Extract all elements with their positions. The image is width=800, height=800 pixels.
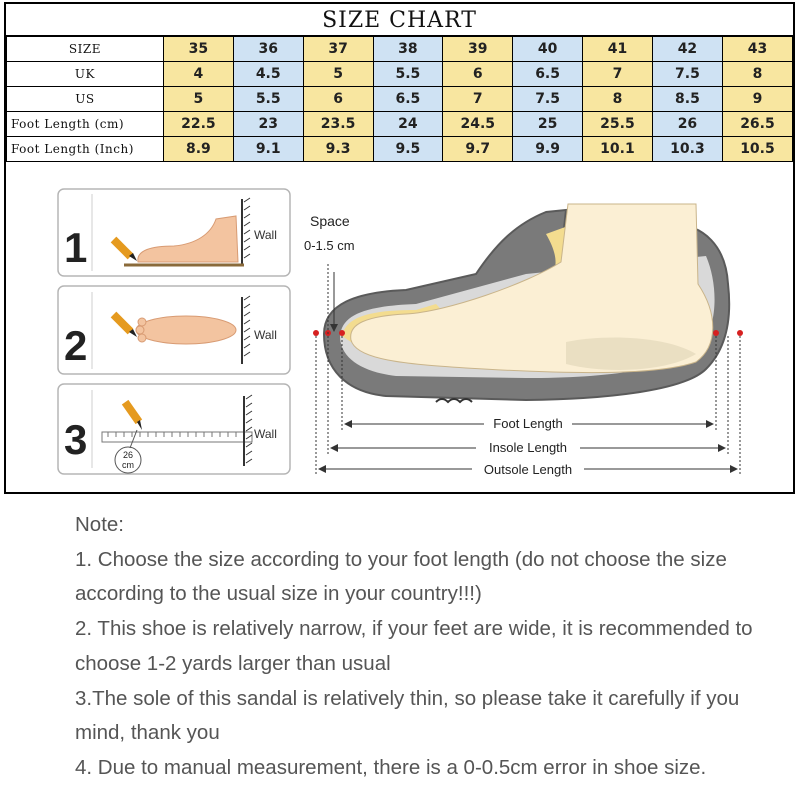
step-3-panel: [58, 384, 290, 474]
table-cell: 6.5: [373, 87, 443, 112]
ruler-unit: cm: [122, 460, 134, 470]
table-cell: 8: [722, 62, 792, 87]
table-cell: 7: [443, 87, 513, 112]
table-cell: 22.5: [163, 112, 233, 137]
table-cell: 10.3: [652, 137, 722, 162]
foot-length-label: Foot Length: [493, 416, 563, 431]
table-cell: 35: [163, 37, 233, 62]
table-cell: 42: [652, 37, 722, 62]
table-cell: 4.5: [233, 62, 303, 87]
table-cell: 6: [303, 87, 373, 112]
insole-length-label: Insole Length: [488, 440, 568, 455]
table-cell: 10.5: [722, 137, 792, 162]
table-row: [7, 137, 793, 162]
table-cell: 39: [443, 37, 513, 62]
step-2-panel: [58, 286, 290, 374]
table-cell: 40: [513, 37, 583, 62]
shoe-diagram: [304, 204, 743, 477]
table-cell: 26: [652, 112, 722, 137]
table-cell: 9.3: [303, 137, 373, 162]
table-cell: 43: [722, 37, 792, 62]
table-cell: 5: [163, 87, 233, 112]
note-1: 1. Choose the size according to your foot length (do not choose the size according to the usual size in your country!!!): [75, 547, 727, 606]
table-cell: 10.1: [582, 137, 652, 162]
space-label: Space: [310, 213, 350, 229]
table-cell: 41: [582, 37, 652, 62]
table-cell: 24.5: [443, 112, 513, 137]
table-cell: 9.9: [513, 137, 583, 162]
notes-heading: Note:: [75, 513, 124, 536]
step-2-wall-label: Wall: [254, 328, 277, 342]
notes-section: [75, 508, 790, 786]
table-cell: 37: [303, 37, 373, 62]
table-cell: 9.5: [373, 137, 443, 162]
size-table: [6, 36, 793, 162]
table-row: [7, 112, 793, 137]
chart-title: SIZE CHART: [6, 4, 793, 36]
row-label: SIZE: [7, 37, 164, 62]
table-cell: 7.5: [513, 87, 583, 112]
step-3-wall-label: Wall: [254, 427, 277, 441]
table-cell: 36: [233, 37, 303, 62]
outsole-length-label: Outsole Length: [483, 462, 573, 477]
step-1-number: 1: [64, 224, 88, 271]
table-cell: 6.5: [513, 62, 583, 87]
row-label: Foot Length (cm): [7, 112, 164, 137]
ruler-value: 26: [122, 450, 134, 460]
step-1-wall-label: Wall: [254, 228, 277, 242]
step-2-number: 2: [64, 322, 88, 369]
table-row: [7, 87, 793, 112]
table-cell: 5.5: [233, 87, 303, 112]
table-cell: 7: [582, 62, 652, 87]
note-4: 4. Due to manual measurement, there is a 0-0.5cm error in shoe size.: [75, 755, 707, 779]
measurement-illustration: [6, 164, 793, 494]
foot-top-icon: [136, 316, 236, 344]
step-3-number: 3: [64, 416, 88, 463]
table-cell: 7.5: [652, 62, 722, 87]
table-row: [7, 37, 793, 62]
row-label: US: [7, 87, 164, 112]
table-cell: 4: [163, 62, 233, 87]
table-cell: 5: [303, 62, 373, 87]
table-cell: 23.5: [303, 112, 373, 137]
note-3: 3.The sole of this sandal is relatively thin, so please take it carefully if you mind, thank you: [75, 686, 740, 745]
table-cell: 23: [233, 112, 303, 137]
table-cell: 25.5: [582, 112, 652, 137]
table-cell: 6: [443, 62, 513, 87]
table-cell: 9.7: [443, 137, 513, 162]
table-cell: 38: [373, 37, 443, 62]
space-range-label: 0-1.5 cm: [304, 238, 355, 253]
table-cell: 5.5: [373, 62, 443, 87]
table-cell: 24: [373, 112, 443, 137]
row-label: Foot Length (Inch): [7, 137, 164, 162]
table-cell: 9.1: [233, 137, 303, 162]
table-row: [7, 62, 793, 87]
table-cell: 26.5: [722, 112, 792, 137]
step-1-panel: [58, 189, 290, 276]
table-cell: 8.9: [163, 137, 233, 162]
table-cell: 25: [513, 112, 583, 137]
row-label: UK: [7, 62, 164, 87]
table-cell: 9: [722, 87, 792, 112]
table-cell: 8.5: [652, 87, 722, 112]
table-cell: 8: [582, 87, 652, 112]
size-chart-frame: [4, 2, 795, 494]
note-2: 2. This shoe is relatively narrow, if your feet are wide, it is recommended to choose 1-2 yards larger than usual: [75, 617, 753, 675]
